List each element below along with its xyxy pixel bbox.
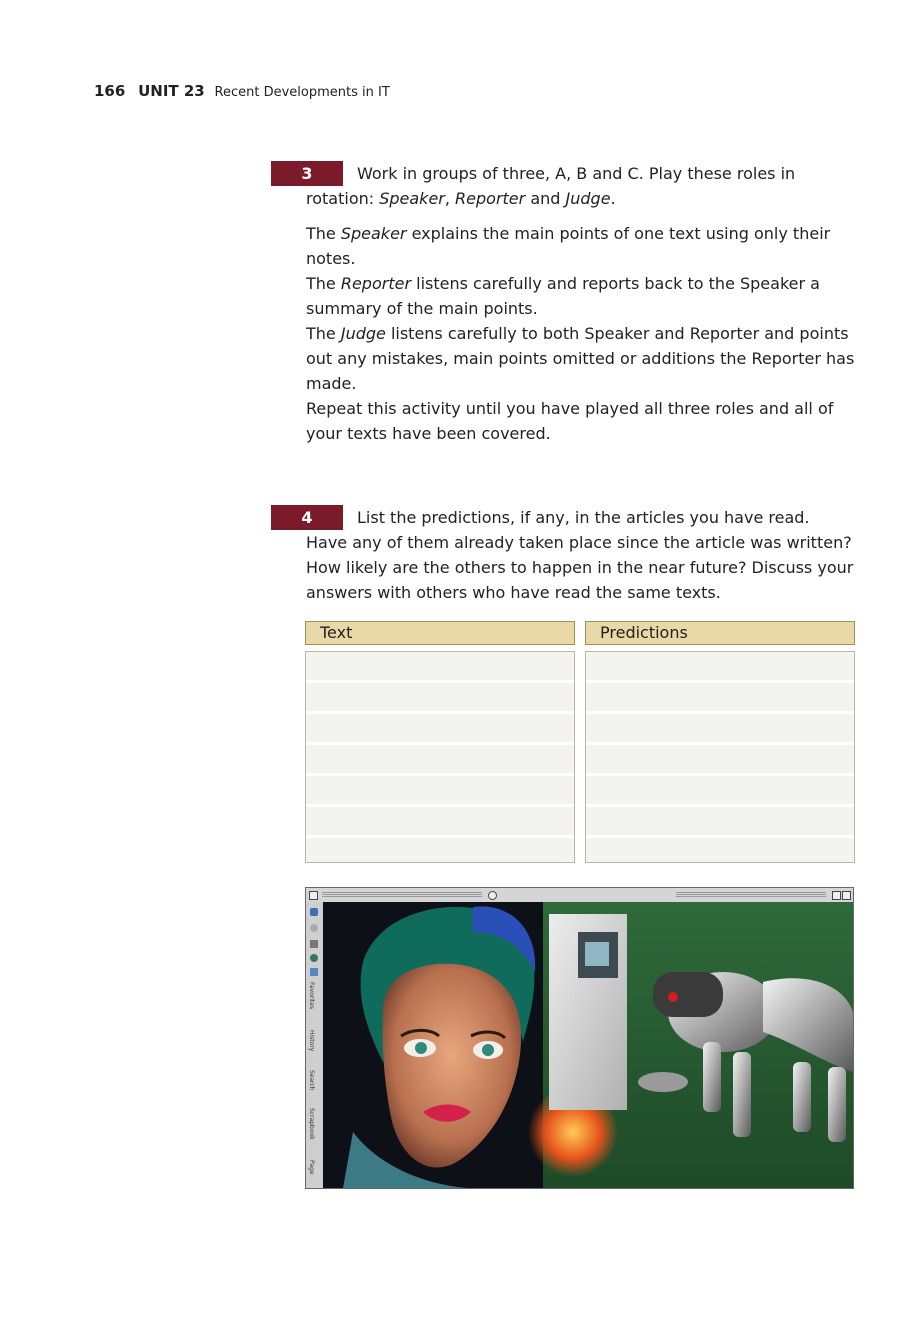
unit-title: Recent Developments in IT: [214, 85, 390, 100]
role-judge: Judge: [340, 324, 386, 343]
tab-history: History: [308, 1030, 315, 1052]
intro-text: Work in groups of three, A, B and C. Play these roles in rotation:: [306, 164, 796, 208]
browser-title-bar: [306, 888, 853, 903]
table-column-predictions[interactable]: [585, 651, 855, 863]
reporter-description: [306, 271, 836, 321]
toolbar-icon: [310, 954, 318, 962]
lead: The: [306, 224, 341, 243]
title-bar-stripes: [676, 892, 826, 898]
exercise-4-text: List the predictions, if any, in the articles you have read. Have any of them already taken place since the article was written? How likely are the others to happen in the near future? Discuss your answers with others who have read the same texts.: [306, 508, 854, 602]
toolbar-icon: [310, 940, 318, 948]
zoom-box-icon: [832, 891, 841, 900]
sep: and: [525, 189, 566, 208]
sep: .: [610, 189, 616, 208]
robots-future-photo: [323, 902, 853, 1188]
toolbar-icon: [310, 924, 318, 932]
photo-illustration: [323, 902, 853, 1188]
role-reporter: Reporter: [340, 274, 412, 293]
speaker-description: [306, 221, 836, 271]
unit-label: UNIT 23: [138, 82, 205, 100]
role-reporter: Reporter: [455, 189, 526, 208]
collapse-box-icon: [842, 891, 851, 900]
browser-explorer-bar: [306, 902, 324, 1188]
role-speaker: Speaker: [379, 189, 445, 208]
tab-scrapbook: Scrapbook: [308, 1108, 315, 1140]
exercise-3-intro: [306, 161, 826, 211]
tab-favorites: Favorites: [308, 982, 315, 1010]
close-box-icon: [309, 891, 318, 900]
table-header-predictions: Predictions: [585, 621, 855, 645]
role-speaker: Speaker: [340, 224, 407, 243]
lead: The: [306, 274, 341, 293]
title-bar-stripes: [322, 892, 482, 898]
circle-icon: [488, 891, 497, 900]
tab-search: Search: [308, 1070, 315, 1091]
rest: listens carefully and reports back to the Speaker a summary of the main points.: [306, 274, 820, 318]
toolbar-icon: [310, 968, 318, 976]
page-header: [94, 82, 390, 100]
toolbar-icon: [310, 908, 318, 916]
browser-window-illustration: [305, 887, 854, 1189]
sep: ,: [444, 189, 456, 208]
exercise-4-number: 4: [271, 505, 343, 530]
table-column-text[interactable]: [305, 651, 575, 863]
page-number: 166: [94, 82, 126, 100]
judge-description: [306, 321, 864, 396]
role-judge: Judge: [565, 189, 611, 208]
rest: listens carefully to both Speaker and Reporter and points out any mistakes, main points omitted or additions the Reporter has made.: [306, 324, 855, 393]
rest: explains the main points of one text using only their notes.: [306, 224, 831, 268]
exercise-3-number: 3: [271, 161, 343, 186]
tab-page: Page: [308, 1160, 315, 1175]
repeat-instruction: Repeat this activity until you have played all three roles and all of your texts have been covered.: [306, 399, 834, 443]
lead: The: [306, 324, 341, 343]
table-header-text: Text: [305, 621, 575, 645]
